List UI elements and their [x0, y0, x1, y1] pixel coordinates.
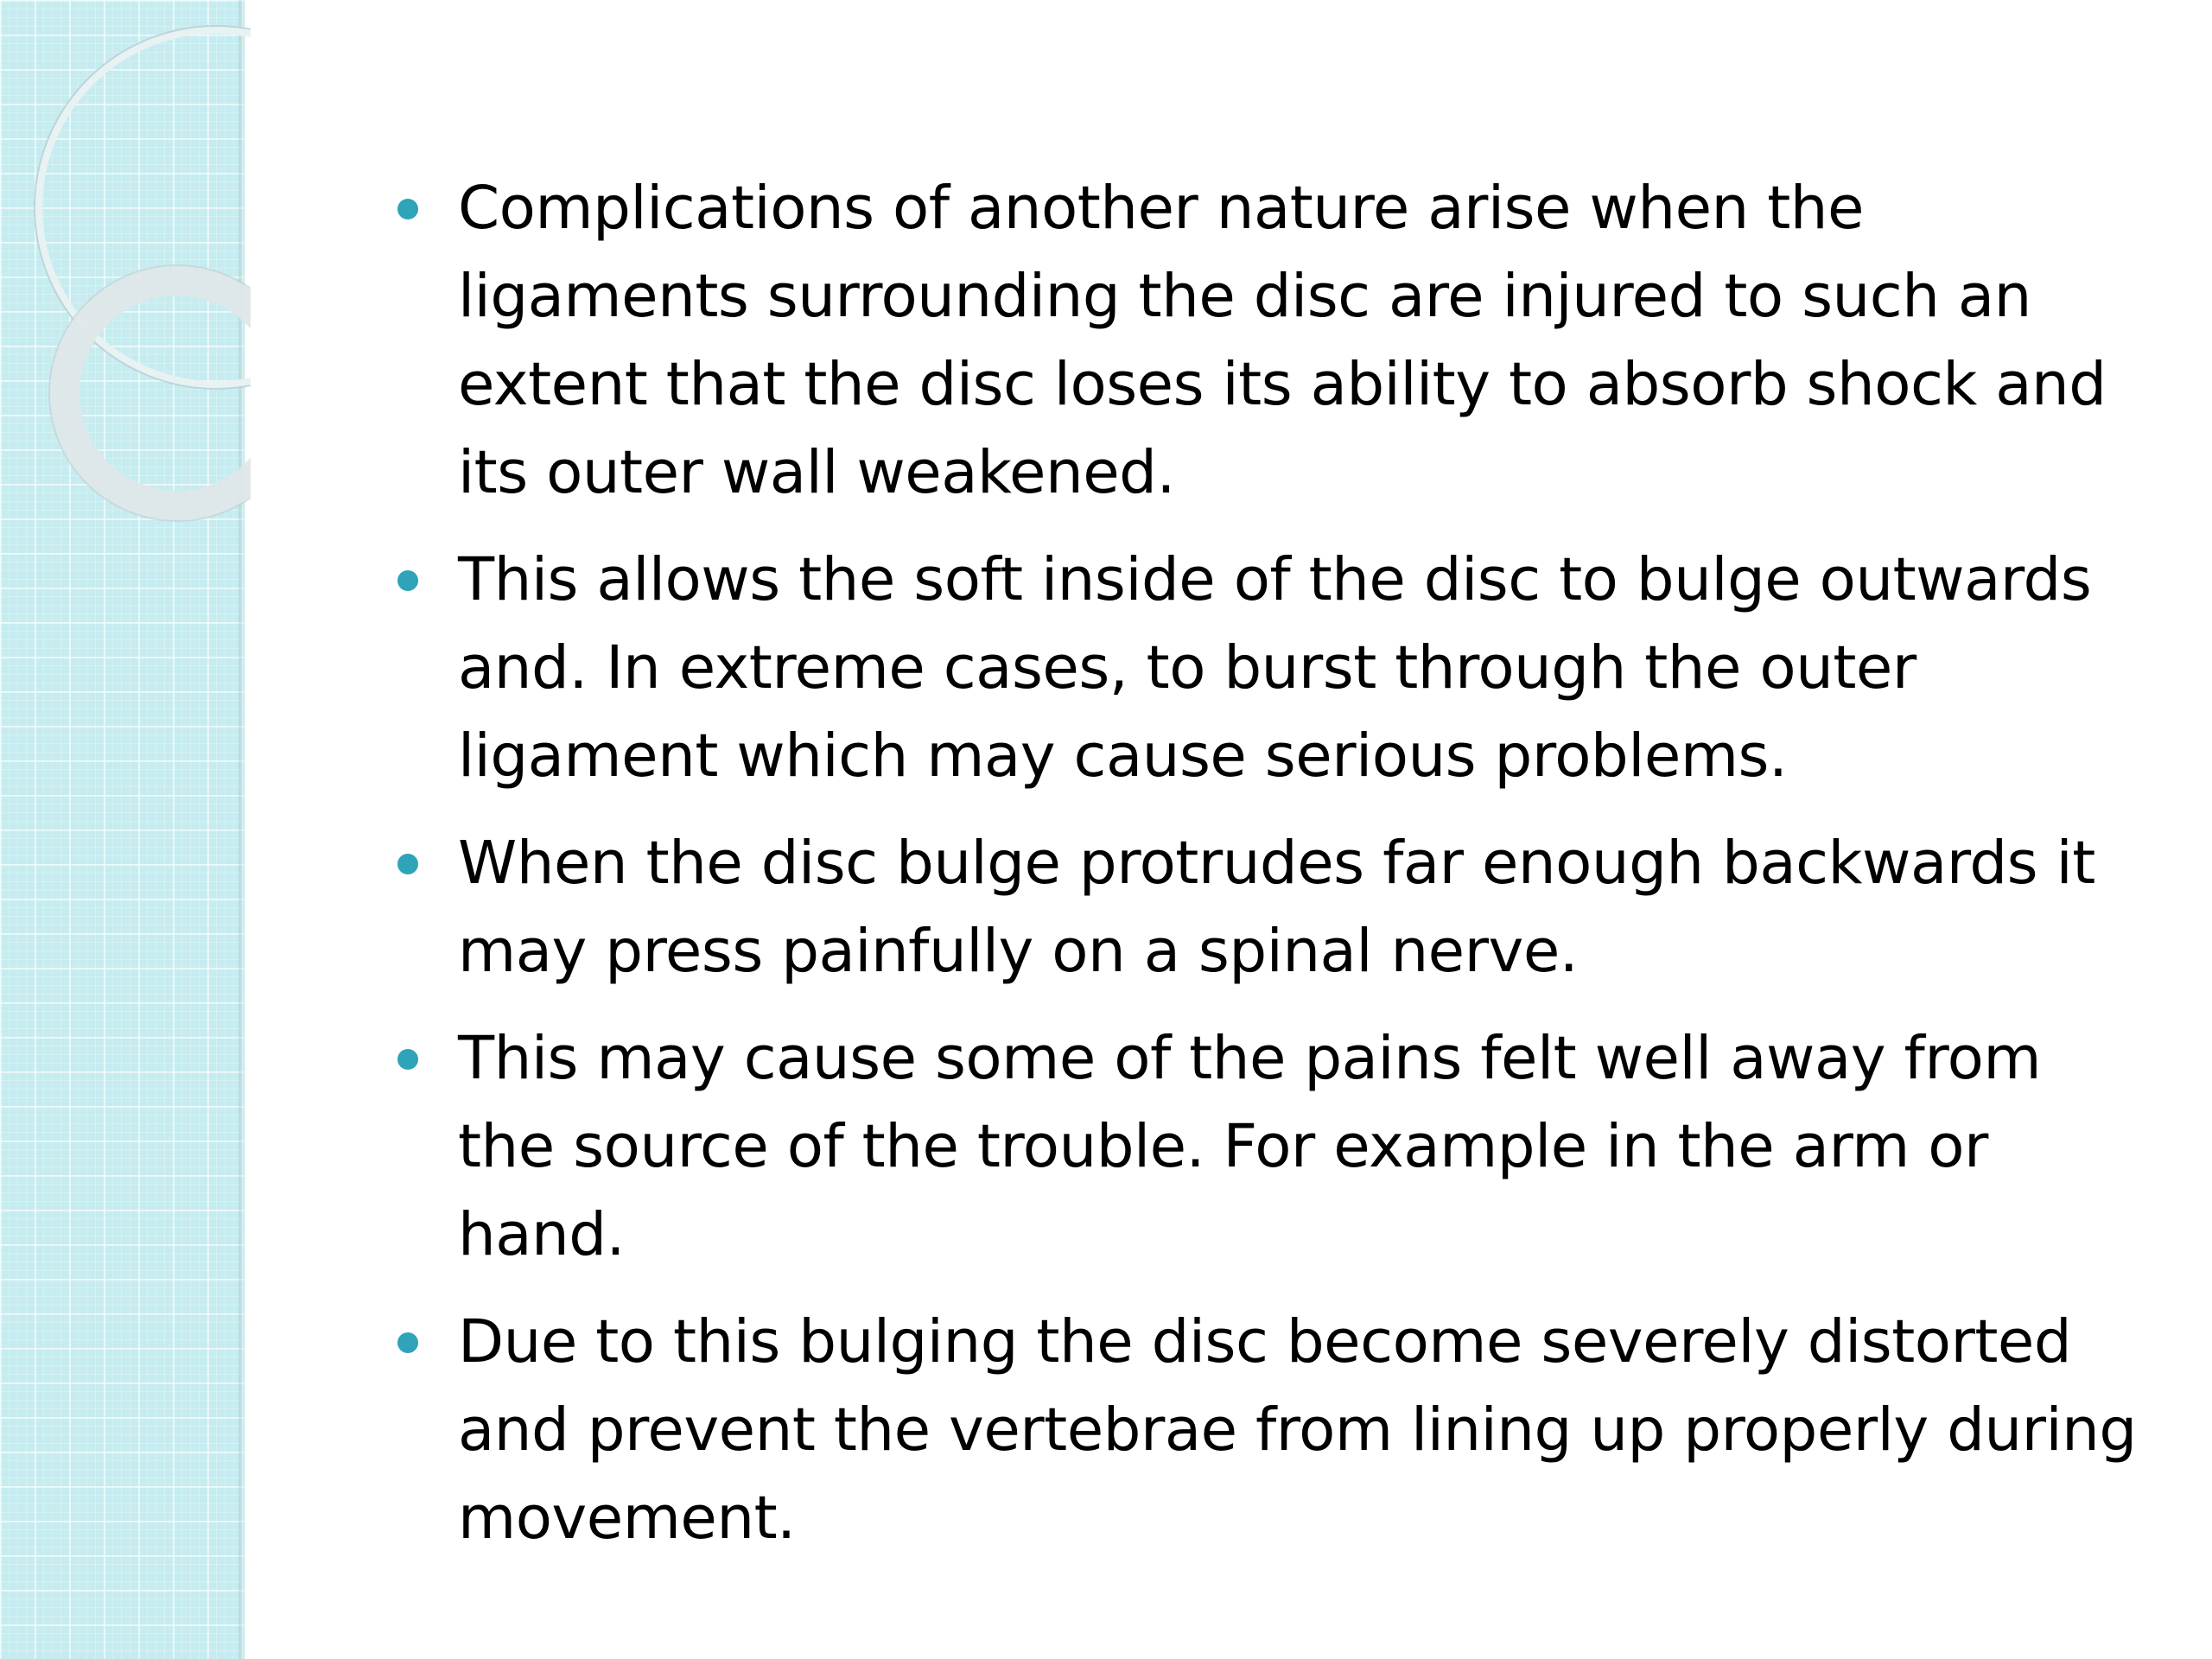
- bullet-text: This allows the soft inside of the disc to bulge outwards and. In extreme cases, to burst through the outer ligament which may cause serious problems.: [458, 545, 2092, 791]
- bullet-dot-icon: [397, 1049, 418, 1070]
- bullet-dot-icon: [397, 199, 418, 219]
- bullet-text: Complications of another nature arise when the ligaments surrounding the disc are injured to such an extent that the disc loses its ability to absorb shock and its outer wall weakened.: [458, 174, 2107, 507]
- bullet-item: [380, 164, 2143, 517]
- bullet-text: When the disc bulge protrudes far enough backwards it may press painfully on a spinal nerve.: [458, 829, 2095, 986]
- bullet-item: [380, 1014, 2143, 1279]
- bullet-item: [380, 1298, 2143, 1562]
- slide-content: [380, 164, 2143, 1581]
- bullet-item: [380, 536, 2143, 800]
- bullet-text: Due to this bulging the disc become severely distorted and prevent the vertebrae from lining up properly during movement.: [458, 1307, 2137, 1553]
- bullet-item: [380, 819, 2143, 995]
- small-ring: [65, 281, 251, 505]
- bullet-list: [380, 164, 2143, 1562]
- bullet-text: This may cause some of the pains felt well away from the source of the trouble. For example in the arm or hand.: [458, 1024, 2042, 1269]
- bullet-dot-icon: [397, 1332, 418, 1353]
- bullet-dot-icon: [397, 854, 418, 874]
- bullet-dot-icon: [397, 570, 418, 591]
- decorative-rings: [0, 0, 251, 553]
